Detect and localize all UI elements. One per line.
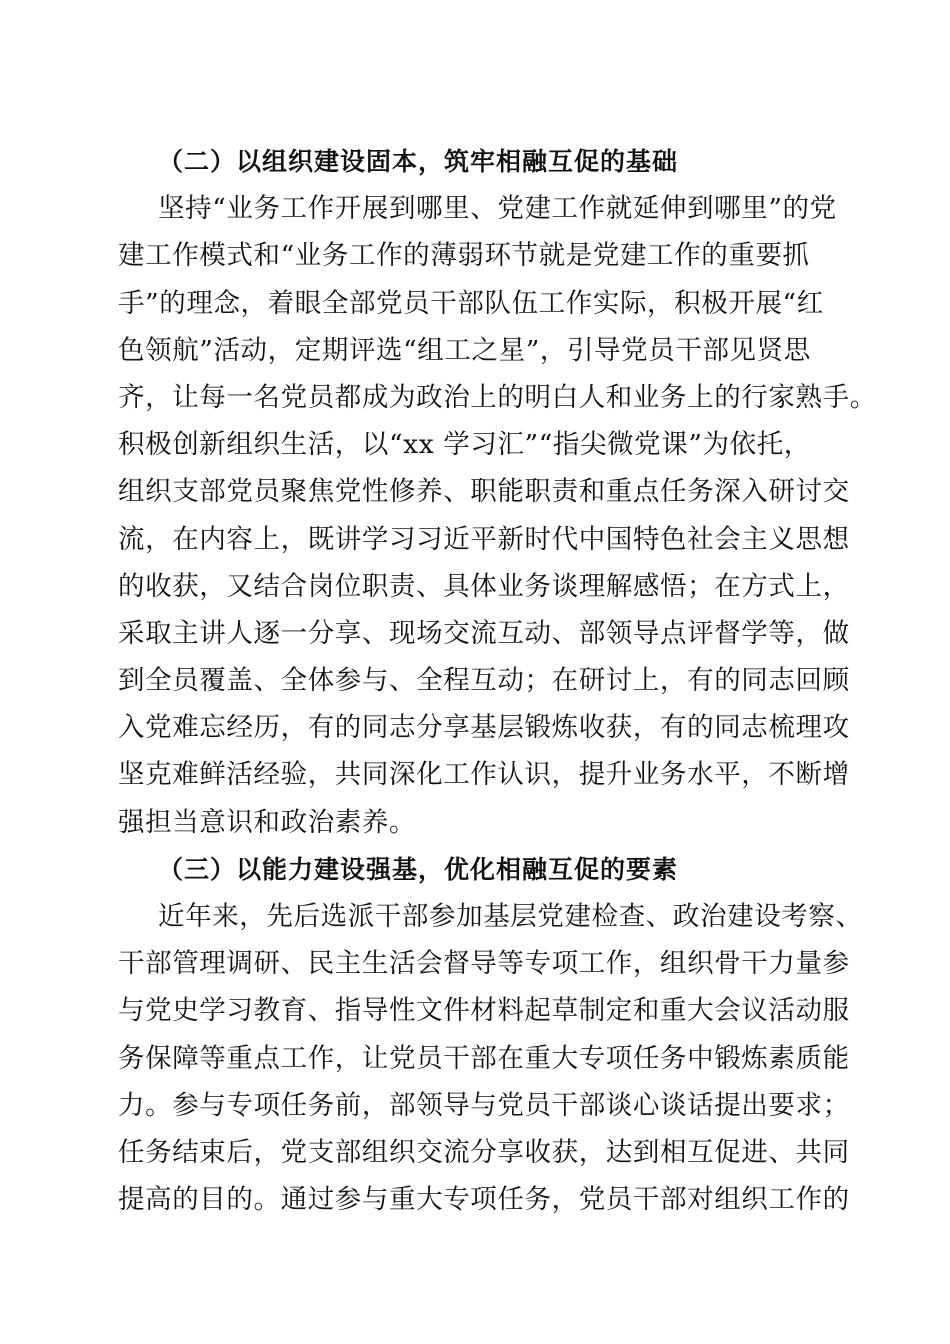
text-line: 坚持“业务工作开展到哪里、党建工作就延伸到哪里”的党 <box>158 193 837 225</box>
text-line: 组织支部党员聚焦党性修养、职能职责和重点任务深入研讨交 <box>118 476 850 508</box>
text-line: 任务结束后，党支部组织交流分享收获，达到相互促进、共同 <box>118 1136 850 1168</box>
paragraph-capacity-building <box>118 893 863 1223</box>
text-line: 力。参与专项任务前，部领导与党员干部谈心谈话提出要求； <box>118 1089 850 1121</box>
text-line: 手”的理念，着眼全部党员干部队伍工作实际，积极开展“红 <box>118 287 824 319</box>
text-line: 采取主讲人逐一分享、现场交流互动、部领导点评督学等，做 <box>118 617 850 649</box>
text-line: 务保障等重点工作，让党员干部在重大专项任务中锻炼素质能 <box>118 1042 850 1074</box>
text-line: 到全员覆盖、全体参与、全程互动；在研讨上，有的同志回顾 <box>118 665 850 697</box>
text-line: 流，在内容上，既讲学习习近平新时代中国特色社会主义思想 <box>118 523 850 555</box>
section-heading-2: （二）以组织建设固本，筑牢相融互促的基础 <box>158 147 679 176</box>
text-line: 坚克难鲜活经验，共同深化工作认识，提升业务水平，不断增 <box>118 759 850 791</box>
text-line: 色领航”活动，定期评选“组工之星”，引导党员干部见贤思 <box>118 334 811 366</box>
text-line: 近年来，先后选派干部参加基层党建检查、政治建设考察、 <box>158 901 863 932</box>
text-line: 强担当意识和政治素养。 <box>118 806 417 838</box>
section-heading-3: （三）以能力建设强基，优化相融互促的要素 <box>158 854 679 884</box>
text-line: 提高的目的。通过参与重大专项任务，党员干部对组织工作的 <box>118 1184 850 1216</box>
paragraph-organization-building <box>118 185 877 846</box>
text-line: 入党难忘经历，有的同志分享基层锻炼收获，有的同志梳理攻 <box>118 712 850 744</box>
text-line: 的收获，又结合岗位职责、具体业务谈理解感悟；在方式上， <box>118 570 850 602</box>
text-line: 齐，让每一名党员都成为政治上的明白人和业务上的行家熟手。 <box>118 381 877 413</box>
text-line: 建工作模式和“业务工作的薄弱环节就是党建工作的重要抓 <box>118 240 810 272</box>
document-body <box>118 138 877 1223</box>
text-line: 积极创新组织生活，以“xx 学习汇”“指尖微党课”为依托， <box>118 429 811 461</box>
text-line: 与党史学习教育、指导性文件材料起草制定和重大会议活动服 <box>118 995 850 1027</box>
text-line: 干部管理调研、民主生活会督导等专项工作，组织骨干力量参 <box>118 948 850 980</box>
